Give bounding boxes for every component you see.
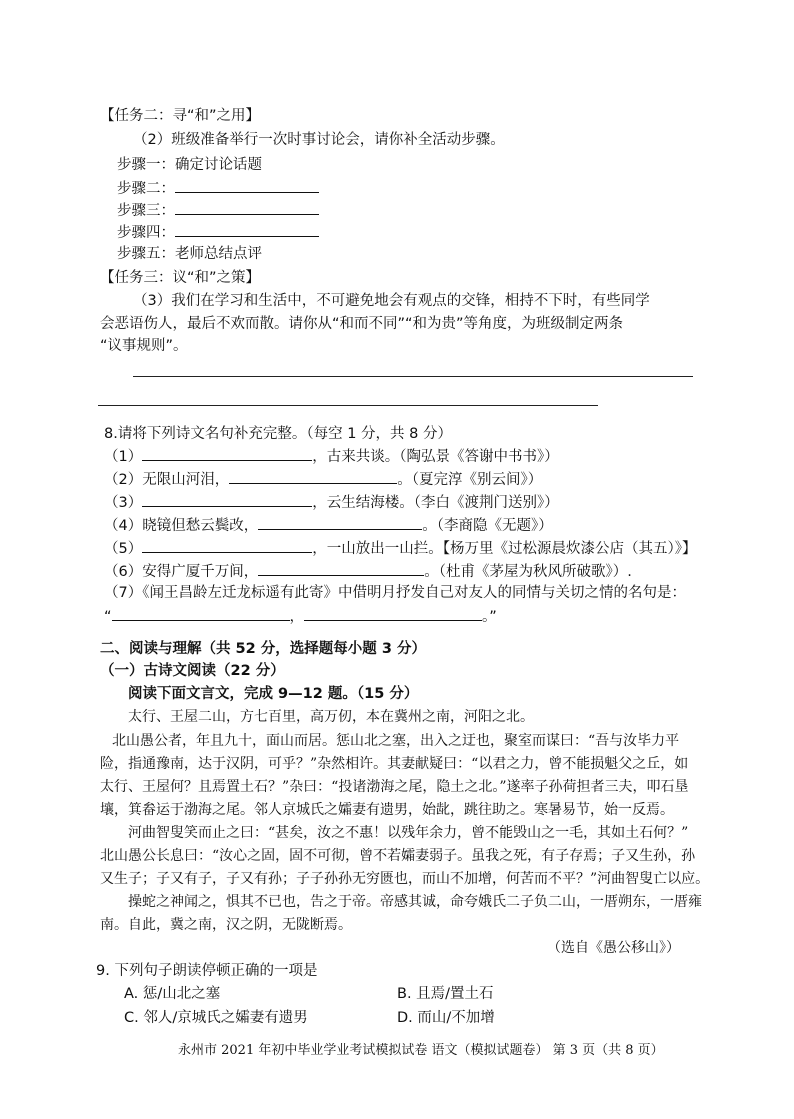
- q8-blank-2[interactable]: [229, 469, 397, 484]
- option-a[interactable]: A. 惩/山北之塞: [124, 986, 221, 1002]
- q8-blank-3[interactable]: [142, 492, 312, 507]
- q8-item-3: [104, 492, 559, 513]
- passage-line: 险，指通豫南，达于汉阴，可乎？”杂然相许。其妻献疑曰：“以君之力，曾不能损魁父之丘，如: [100, 756, 689, 772]
- q8-blank-1[interactable]: [142, 446, 312, 461]
- item-text-after: 。（杜甫《茅屋为秋风所破歌》）.: [424, 564, 632, 580]
- page-footer: 永州市 2021 年初中毕业学业考试模拟试卷 语文（模拟试题卷） 第 3 页（共 8 页）: [178, 1043, 664, 1058]
- task3-heading: 【任务三：议“和”之策】: [100, 270, 261, 286]
- step-label: 步骤四：: [117, 225, 175, 241]
- item-number: （6）: [104, 564, 143, 580]
- q8-blank-6[interactable]: [258, 561, 424, 576]
- passage-line: 太行、王屋何？且焉置土石？”杂曰：“投诸渤海之尾，隐土之北。”遂率子孙荷担者三夫，叩石垦: [100, 779, 689, 795]
- q8-item-5: [104, 538, 696, 559]
- passage-line: 壤，箕畚运于渤海之尾。邻人京城氏之孀妻有遗男，始龀，跳往助之。寒暑易节，始一反焉。: [100, 802, 674, 818]
- q8-blank-4[interactable]: [258, 515, 422, 530]
- q8-blank-5[interactable]: [142, 538, 312, 553]
- option-b[interactable]: B. 且焉/置土石: [397, 986, 494, 1002]
- step-5: [117, 244, 262, 264]
- step-label: 步骤二：: [117, 181, 175, 197]
- passage-line: 南。自此，冀之南，汉之阴，无陇断焉。: [100, 917, 352, 933]
- reading-prompt: 阅读下面文言文，完成 9—12 题。（15 分）: [128, 686, 419, 702]
- step-4: [117, 222, 319, 243]
- passage-line: 又生子；子又有子，子又有孙；子子孙孙无穷匮也，而山不加增，何苦而不平？”河曲智叟亡以应。: [100, 871, 710, 887]
- item-text-before: 安得广厦千万间，: [142, 564, 259, 580]
- item-text-after: 。（夏完淳《别云间》）: [397, 472, 543, 488]
- task2-heading: 【任务二：寻“和”之用】: [100, 108, 261, 124]
- option-c[interactable]: C. 邻人/京城氏之孀妻有遗男: [124, 1010, 308, 1026]
- question-3-line: “议事规则”。: [100, 338, 188, 354]
- item-number: （3）: [104, 495, 143, 511]
- step-4-blank[interactable]: [175, 222, 319, 237]
- step-2-blank[interactable]: [175, 178, 319, 193]
- option-d[interactable]: D. 而山/不加增: [397, 1010, 495, 1026]
- step-text: 确定讨论话题: [175, 157, 262, 173]
- item-text-before: 无限山河泪，: [142, 472, 230, 488]
- item-text-after: ，古来共谈。（陶弘景《答谢中书书》）: [312, 449, 559, 465]
- question-2-prompt: （2）班级准备举行一次时事讨论会，请你补全活动步骤。: [133, 132, 505, 148]
- question-3-line: 会恶语伤人，最后不欢而散。请你从“和而不同”“和为贵”等角度，为班级制定两条: [100, 316, 624, 332]
- comma: ，: [289, 609, 305, 625]
- q8-item-7-prompt: （7）《闻王昌龄左迁龙标遥有此寄》中借明月抒发自己对友人的同情与关切之情的名句是：: [104, 585, 686, 601]
- item-text-before: 晓镜但愁云鬓改，: [142, 518, 259, 534]
- question-9-stem: 9. 下列句子朗读停顿正确的一项是: [96, 963, 318, 979]
- item-number: （4）: [104, 518, 143, 534]
- step-2: [117, 178, 319, 199]
- step-3-blank[interactable]: [175, 200, 319, 215]
- q8-blank-7a[interactable]: [112, 606, 290, 621]
- question-3-line: （3）我们在学习和生活中，不可避免地会有观点的交锋，相持不下时，有些同学: [133, 293, 650, 309]
- item-text-after: ，一山放出一山拦。【杨万里《过松源晨炊漆公店（其五）》】: [312, 541, 697, 557]
- step-label: 步骤三：: [117, 203, 175, 219]
- answer-line[interactable]: [133, 376, 693, 377]
- item-number: （5）: [104, 541, 143, 557]
- passage-line: 北山愚公长息曰：“汝心之固，固不可彻，曾不若孀妻弱子。虽我之死，有子存焉；子又生孙，孙: [100, 848, 696, 864]
- item-number: （1）: [104, 449, 143, 465]
- q8-item-6: [104, 561, 632, 582]
- passage-line: 太行、王屋二山，方七百里，高万仞，本在冀州之南，河阳之北。: [128, 709, 534, 725]
- q8-item-4: [104, 515, 553, 536]
- step-3: [117, 200, 319, 221]
- question-8-title: 8.请将下列诗文名句补充完整。（每空 1 分，共 8 分）: [104, 426, 452, 442]
- answer-line[interactable]: [98, 405, 598, 406]
- q8-item-7-answer: [104, 606, 497, 627]
- subsection-1-heading: （一）古诗文阅读（22 分）: [100, 663, 285, 679]
- open-quote: “: [104, 609, 112, 625]
- q8-blank-7b[interactable]: [304, 606, 482, 621]
- item-text-after: ，云生结海楼。（李白《渡荆门送别》）: [312, 495, 559, 511]
- q8-item-2: [104, 469, 542, 490]
- passage-line: 北山愚公者，年且九十，面山而居。惩山北之塞，出入之迂也，聚室而谋曰：“吾与汝毕力平: [112, 733, 680, 749]
- step-text: 老师总结点评: [175, 246, 262, 262]
- passage-source: （选自《愚公移山》）: [547, 940, 680, 956]
- item-text-after: 。（李商隐《无题》）: [422, 518, 553, 534]
- step-label: 步骤一：: [117, 157, 175, 173]
- step-1: [117, 155, 262, 175]
- q8-item-1: [104, 446, 559, 467]
- passage-line: 操蛇之神闻之，惧其不已也，告之于帝。帝感其诚，命夸娥氏二子负二山，一厝朔东，一厝雍: [128, 894, 702, 910]
- close-quote: 。”: [482, 609, 497, 625]
- passage-line: 河曲智叟笑而止之曰：“甚矣，汝之不惠！以残年余力，曾不能毁山之一毛，其如土石何？”: [128, 825, 689, 841]
- item-number: （2）: [104, 472, 143, 488]
- step-label: 步骤五：: [117, 246, 175, 262]
- section-2-heading: 二、阅读与理解（共 52 分，选择题每小题 3 分）: [100, 641, 426, 657]
